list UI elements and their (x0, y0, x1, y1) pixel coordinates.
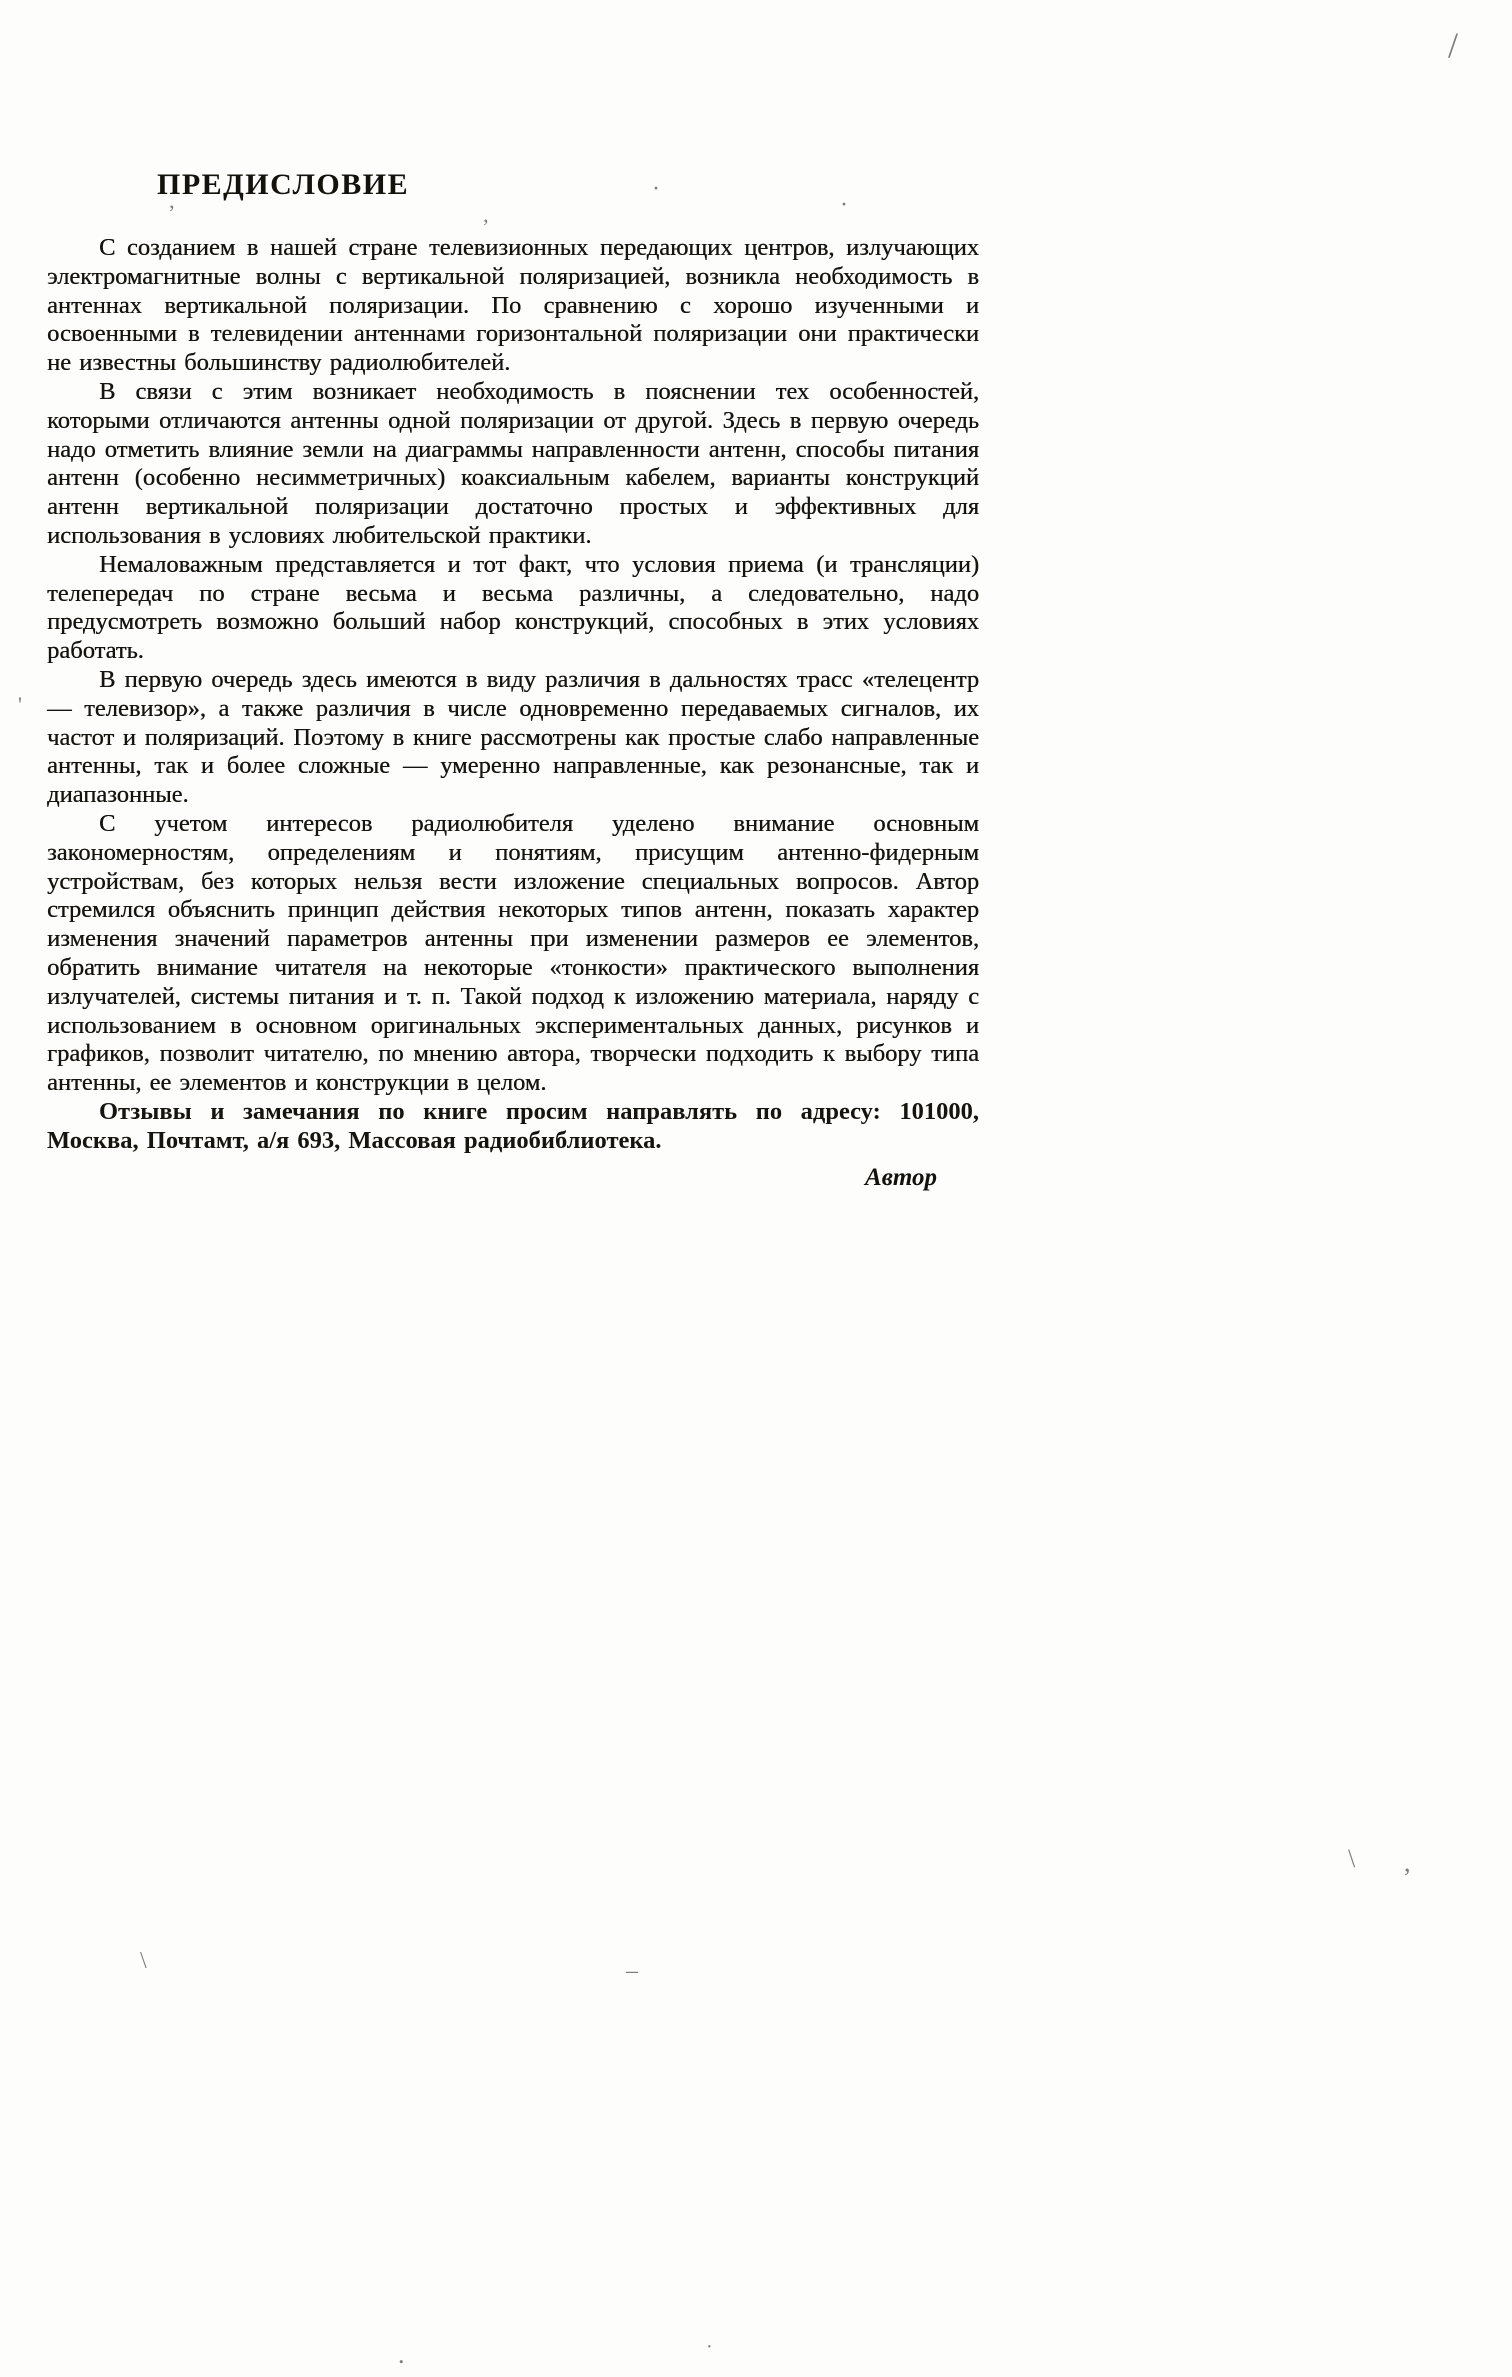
paragraph-4: В первую очередь здесь имеются в виду различия в дальностях трасс «телецентр — телевизор», а также различия в числе одновременно передаваемых сигналов, их частот и поляризаций. Поэтому в книге рассмотрены как простые слабо направленные антенны, так и более сложные — умеренно направленные, как резонансные, так и диапазонные. (47, 665, 979, 809)
scan-artifact: ' (18, 692, 22, 717)
paragraph-6-address: Отзывы и замечания по книге просим направлять по адресу: 101000, Москва, Почтамт, а/я 693, Массовая радиобиблиотека. (47, 1097, 979, 1154)
scan-artifact: – (626, 1958, 638, 1984)
author-signature: Автор (865, 1163, 937, 1191)
scan-artifact: / (1448, 25, 1459, 65)
scan-artifact: , (1404, 1848, 1411, 1877)
scan-artifact: ’ (168, 200, 176, 225)
scan-artifact: . (398, 2340, 405, 2369)
paragraph-3: Немаловажным представляется и тот факт, что условия приема (и трансляции) телепередач по стране весьма и весьма различны, а следовательно, надо предусмотреть возможно больший набор конструкций, способных в этих условиях работать. (47, 550, 979, 665)
scan-artifact: \ (140, 1948, 147, 1974)
preface-content (47, 168, 979, 1192)
paragraph-1: С созданием в нашей стране телевизионных передающих центров, излучающих электромагнитные волны с вертикальной поляризацией, возникла необходимость в антеннах вертикальной поляризации. По сравнению с хорошо изученными и освоенными в телевидении антеннами горизонтальной поляризации они практически не известны большинству радиолюбителей. (47, 234, 979, 377)
scan-artifact: \ (1348, 1844, 1356, 1873)
scan-artifact: · (652, 176, 660, 202)
paragraph-5: С учетом интересов радиолюбителя уделено внимание основным закономерностям, определениям и понятиям, присущим антенно-фидерным устройствам, без которых нельзя вести изложение специальных вопросов. Автор стремился объяснить принцип действия некоторых типов антенн, показать характер изменения значений параметров антенны при изменении размеров ее элементов, обратить внимание читателя на некоторые «тонкости» практического выполнения излучателей, системы питания и т. п. Такой подход к изложению материала, наряду с использованием в основном оригинальных экспериментальных данных, рисунков и графиков, позволит читателю, по мнению автора, творчески подходить к выбору типа антенны, ее элементов и конструкции в целом. (47, 809, 979, 1097)
paragraph-2: В связи с этим возникает необходимость в пояснении тех особенностей, которыми отличаются антенны одной поляризации от другой. Здесь в первую очередь надо отметить влияние земли на диаграммы направленности антенн, способы питания антенн (особенно несимметричных) коаксиальным кабелем, варианты конструкций антенн вертикальной поляризации достаточно простых и эффективных для использования в условиях любительской практики. (47, 377, 979, 549)
scan-artifact: · (706, 2336, 713, 2358)
scan-artifact: ’ (482, 214, 490, 239)
page-title: ПРЕДИСЛОВИЕ (157, 168, 410, 201)
scan-artifact: · (840, 192, 848, 218)
